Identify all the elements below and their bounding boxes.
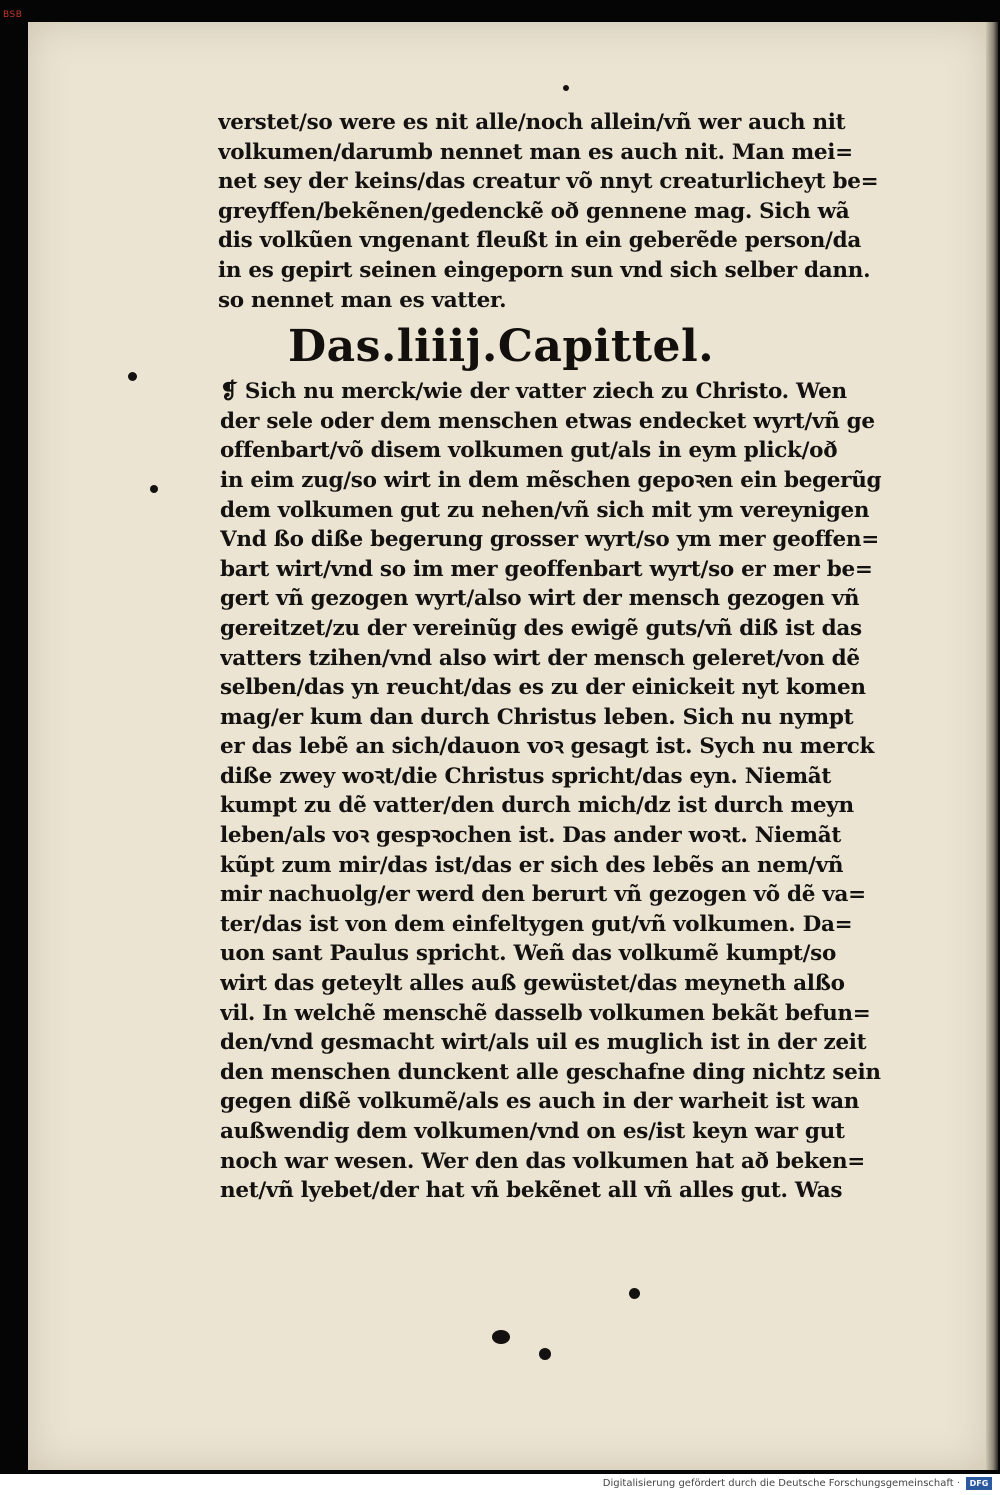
chapter-heading-row (218, 315, 888, 377)
text-line: bart wirt/vnd so im mer geoffenbart wyrt/so er mer be= (220, 556, 873, 582)
text-line: in es gepirt seinen eingeporn sun vnd sich selber dann. (218, 257, 871, 283)
text-line: mag/er kum dan durch Christus leben. Sich nu nympt (220, 704, 854, 730)
text-line: verstet/so were es nit alle/noch allein/vñ wer auch nit (218, 110, 846, 135)
text-line: selben/das yn reucht/das es zu der einickeit nyt komen (220, 675, 866, 701)
text-line: Vnd ßo diße begerung grosser wyrt/so ym mer geoffen= (220, 527, 879, 553)
ink-spot (128, 372, 137, 381)
text-line: vatters tzihen/vnd also wirt der mensch geleret/von dẽ (220, 645, 860, 671)
text-line: den menschen dunckent alle geschafne ding nichtz sein (220, 1059, 881, 1085)
text-line: in eim zug/so wirt in dem mẽschen gepoꝛen ein begerũg (220, 467, 882, 493)
ink-spot (563, 85, 569, 91)
dfg-logo: DFG (966, 1477, 992, 1490)
text-line: den/vnd gesmacht wirt/als uil es muglich ist in der zeit (220, 1030, 867, 1056)
book-page (28, 22, 988, 1470)
text-line: kũpt zum mir/das ist/das er sich des lebẽs an nem/vñ (220, 852, 844, 878)
text-line: leben/als voꝛ gespꝛochen ist. Das ander woꝛt. Niemãt (220, 823, 842, 849)
text-line: greyffen/bekẽnen/gedenckẽ oð gennene mag. Sich wã (218, 198, 850, 224)
body-paragraph (220, 377, 888, 1206)
text-line: kumpt zu dẽ vatter/den durch mich/dz ist durch meyn (220, 793, 854, 819)
ink-spot (150, 485, 158, 493)
text-line: mir nachuolg/er werd den berurt vñ gezogen võ dẽ va= (220, 882, 866, 908)
text-line: ter/das ist von dem einfeltygen gut/vñ volkumen. Da= (220, 911, 853, 937)
text-line: dem volkumen gut zu nehen/vñ sich mit ym vereynigen (220, 497, 870, 523)
text-line: uon sant Paulus spricht. Weñ das volkumẽ kumpt/so (220, 941, 836, 967)
text-line: gereitzet/zu der vereinũg des ewigẽ guts/vñ diß ist das (220, 615, 862, 641)
ink-spot (629, 1288, 640, 1299)
funding-notice: Digitalisierung gefördert durch die Deutsche Forschungsgemeinschaft · (602, 1478, 960, 1489)
text-line: offenbart/võ disem volkumen gut/als in eym plick/oð (220, 438, 838, 464)
text-line: diße zwey woꝛt/die Christus spricht/das eyn. Niemãt (220, 763, 832, 789)
footer-bar (0, 1474, 1000, 1495)
text-line: net sey der keins/das creatur võ nnyt creaturlicheyt be= (218, 169, 879, 195)
text-line: der sele oder dem menschen etwas endecket wyrt/vñ ge (220, 408, 875, 434)
text-line: außwendig dem volkumen/vnd on es/ist keyn war gut (220, 1119, 845, 1144)
text-line: volkumen/darumb nennet man es auch nit. Man mei= (218, 139, 853, 165)
text-line: net/vñ lyebet/der hat vñ bekẽnet all vñ alles gut. Was (220, 1178, 843, 1204)
text-line: noch war wesen. Wer den das volkumen hat að beken= (220, 1148, 866, 1174)
text-line: wirt das geteylt alles auß gewüstet/das meyneth alßo (220, 971, 845, 997)
text-line: er das lebẽ an sich/dauon voꝛ gesagt ist. Sych nu merck (220, 734, 875, 760)
top-paragraph (218, 108, 888, 315)
ink-spot (539, 1348, 551, 1360)
ink-spot (492, 1330, 510, 1344)
text-line: gegen dißẽ volkumẽ/als es auch in der warheit ist wan (220, 1089, 860, 1115)
text-line: vil. In welchẽ menschẽ dasselb volkumen bekãt befun= (220, 1000, 871, 1026)
text-line: so nennet man es vatter. (218, 287, 507, 313)
text-line: ❡ Sich nu merck/wie der vatter ziech zu Christo. Wen (220, 379, 847, 405)
text-line: gert vñ gezogen wyrt/also wirt der mensch gezogen vñ (220, 586, 860, 612)
bsb-logo: BSB (3, 10, 23, 20)
text-block (218, 108, 888, 1206)
text-line: dis volkũen vngenant fleußt in ein geberẽde person/da (218, 228, 861, 254)
chapter-heading: Das.liiij.Capittel. (288, 321, 715, 373)
